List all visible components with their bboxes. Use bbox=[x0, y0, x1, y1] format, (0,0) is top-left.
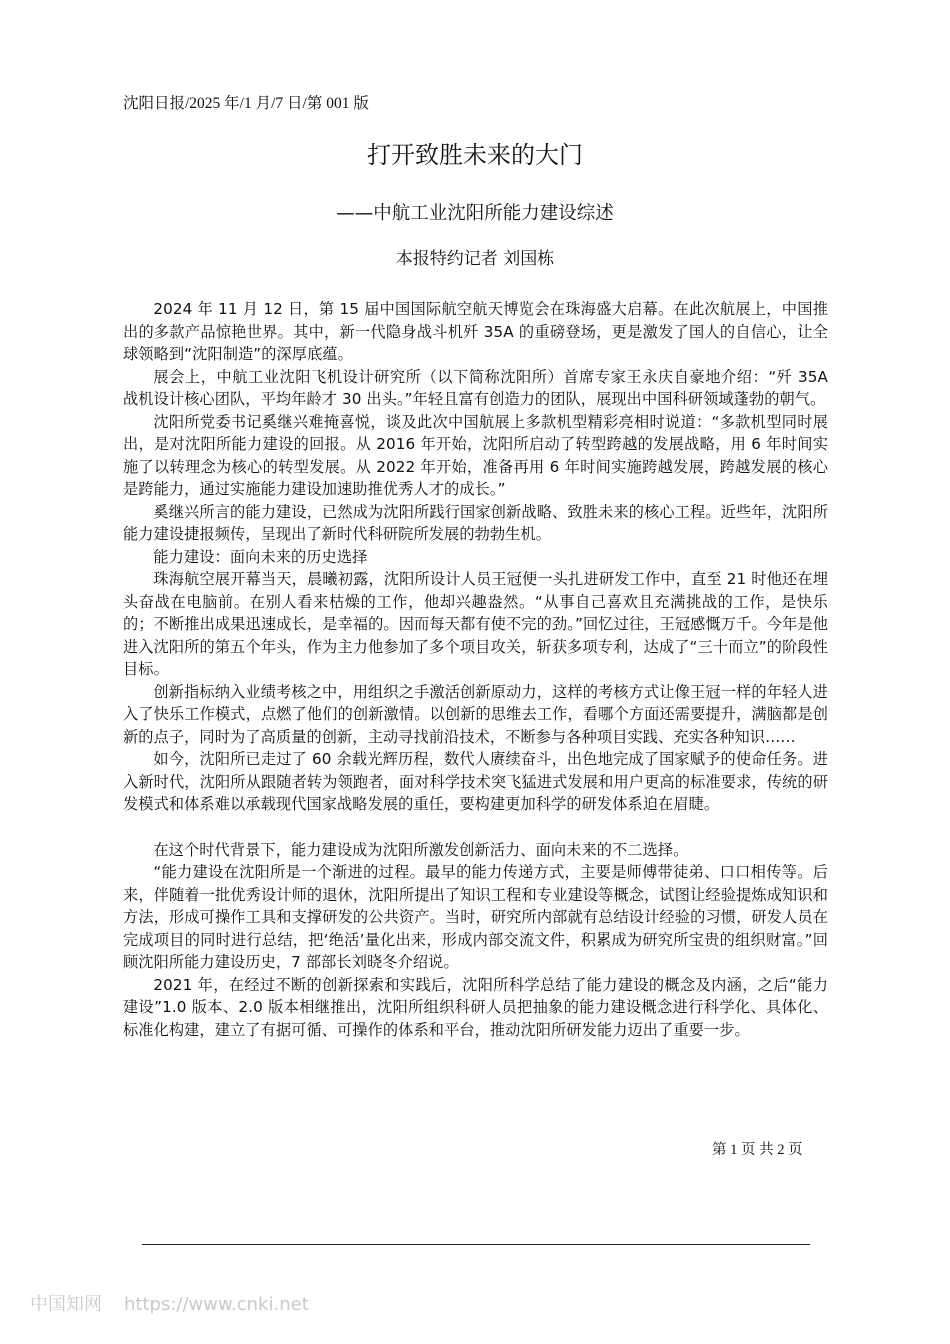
paragraph: 如今，沈阳所已走过了 60 余载光辉历程，数代人赓续奋斗，出色地完成了国家赋予的使命任务。进入新时代，沈阳所从跟随者转为领跑者，面对科学技术突飞猛进式发展和用户更高的标准要求，传统的研发模式和体系难以承载现代国家战略发展的重任，要构建更加科学的研发体系迫在眉睫。 bbox=[123, 750, 828, 813]
paragraph: 创新指标纳入业绩考核之中，用组织之手激活创新原动力，这样的考核方式让像王冠一样的年轻人进入了快乐工作模式，点燃了他们的创新激情。以创新的思维去工作，看哪个方面还需要提升，满脑都是创新的点子，同时为了高质量的创新，主动寻找前沿技术，不断参与各种项目实践、充实各种知识…… bbox=[123, 682, 828, 746]
article-body bbox=[123, 298, 828, 1041]
section-heading: 能力建设：面向未来的历史选择 bbox=[153, 547, 368, 566]
cnki-watermark bbox=[30, 1293, 309, 1317]
article-title: 打开致胜未来的大门 bbox=[367, 141, 583, 169]
page-number: 第 1 页 共 2 页 bbox=[712, 1142, 803, 1158]
watermark-url: https://www.cnki.net bbox=[124, 1294, 309, 1315]
article-byline: 本报特约记者 刘国栋 bbox=[395, 249, 555, 269]
paragraph: 2024 年 11 月 12 日，第 15 届中国国际航空航天博览会在珠海盛大启幕。在此次航展上，中国推出的多款产品惊艳世界。其中，新一代隐身战斗机歼 35A 的重磅登场，更是激发了国人的自信心，让全球领略到“沈阳制造”的深厚底蕴。 bbox=[123, 300, 828, 363]
paragraph: 沈阳所党委书记奚继兴难掩喜悦，谈及此次中国航展上多款机型精彩亮相时说道：“多款机型同时展出，是对沈阳所能力建设的回报。从 2016 年开始，沈阳所启动了转型跨越的发展战略，用 6 年时间实施了以转理念为核心的转型发展。从 2022 年开始，准备再用 6 年时间实施跨越发展，跨越发展的核心是跨能力，通过实施能力建设加速助推优秀人才的成长。” bbox=[123, 412, 828, 498]
source-line: 沈阳日报/2025 年/1 月/7 日/第 001 版 bbox=[123, 95, 369, 112]
watermark-brand: 中国知网 bbox=[30, 1294, 102, 1315]
paragraph: 2021 年，在经过不断的创新探索和实践后，沈阳所科学总结了能力建设的概念及内涵，之后“能力建设”1.0 版本、2.0 版本相继推出，沈阳所组织科研人员把抽象的能力建设概念进行科学化、具体化、标准化构建，建立了有据可循、可操作的体系和平台，推动沈阳所研发能力迈出了重要一步。 bbox=[123, 975, 828, 1039]
article-subtitle: ——中航工业沈阳所能力建设综述 bbox=[336, 203, 614, 224]
paragraph: 展会上，中航工业沈阳飞机设计研究所（以下简称沈阳所）首席专家王永庆自豪地介绍：“歼 35A 战机设计核心团队，平均年龄才 30 出头。”年轻且富有创造力的团队，展现出中国科研领域蓬勃的朝气。 bbox=[123, 367, 828, 408]
paragraph: “能力建设在沈阳所是一个渐进的过程。最早的能力传递方式，主要是师傅带徒弟、口口相传等。后来，伴随着一批优秀设计师的退休，沈阳所提出了知识工程和专业建设等概念，试图让经验提炼成知识和方法，形成可操作工具和支撑研发的公共资产。当时，研究所内部就有总结设计经验的习惯，研发人员在完成项目的同时进行总结，把‘绝活’量化出来，形成内部交流文件，积累成为研究所宝贵的组织财富。”回顾沈阳所能力建设历史，7 部部长刘晓冬介绍说。 bbox=[123, 863, 828, 971]
paragraph: 珠海航空展开幕当天，晨曦初露，沈阳所设计人员王冠便一头扎进研发工作中，直至 21 时他还在埋头奋战在电脑前。在别人看来枯燥的工作，他却兴趣盎然。“从事自己喜欢且充满挑战的工作，是快乐的；不断推出成果迅速成长，是幸福的。因而每天都有使不完的劲。”回忆过往，王冠感慨万千。今年是他进入沈阳所的第五个年头，作为主力他参加了多个项目攻关，斩获多项专利，达成了“三十而立”的阶段性目标。 bbox=[123, 570, 828, 678]
footer-divider bbox=[142, 1244, 810, 1245]
paragraph: 在这个时代背景下，能力建设成为沈阳所激发创新活力、面向未来的不二选择。 bbox=[153, 840, 689, 859]
paragraph-gap bbox=[123, 816, 828, 839]
paragraph: 奚继兴所言的能力建设，已然成为沈阳所践行国家创新战略、致胜未来的核心工程。近些年，沈阳所能力建设捷报频传，呈现出了新时代科研院所发展的勃勃生机。 bbox=[123, 502, 828, 543]
